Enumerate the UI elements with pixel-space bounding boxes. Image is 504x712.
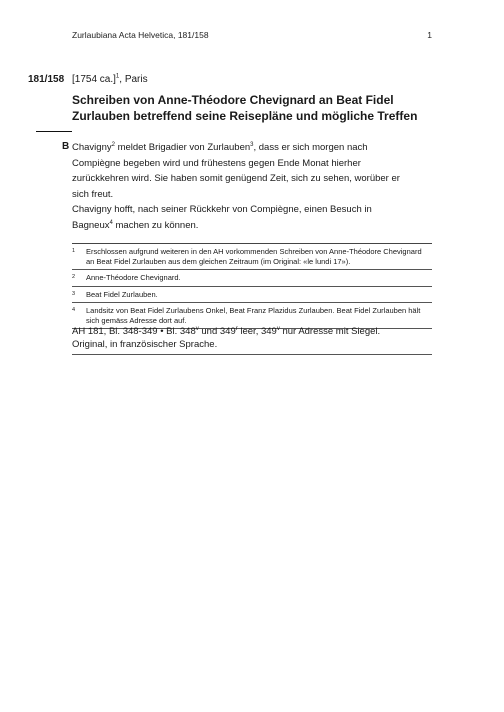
body-text-run: meldet Brigadier von Zurlauben — [114, 142, 251, 153]
source-text-run: AH 181, Bl. 348-349 • Bl. 348 — [72, 326, 196, 337]
document-place: , Paris — [119, 74, 148, 85]
page-number: 1 — [427, 30, 432, 40]
footnote-text: Beat Fidel Zurlauben. — [86, 289, 158, 299]
footnote-text: Landsitz von Beat Fidel Zurlaubens Onkel, Beat Franz Plazidus Zurlauben. Beat Fidel Zurlauben hält sich gemäss Adresse dort auf. — [86, 306, 421, 325]
document-number: 181/158 — [28, 74, 65, 85]
document-body — [72, 140, 412, 233]
source-text-run: nur Adresse mit Siegel. — [279, 326, 381, 337]
document-date: [1754 ca.] — [72, 74, 116, 85]
document-title-line-1: Schreiben von Anne-Théodore Chevignard an Beat Fidel — [72, 93, 394, 107]
footnote-ref-4: 4 — [109, 219, 113, 226]
body-paragraph-1 — [72, 140, 412, 202]
footnote-ref-2: 2 — [111, 141, 115, 148]
source-note — [72, 325, 432, 355]
footnote-ref-1: 1 — [115, 73, 120, 80]
footnote-number: 1 — [72, 248, 76, 254]
document-title — [72, 92, 432, 124]
document-title-line-2: Zurlauben betreffend seine Reisepläne und mögliche Treffen — [72, 109, 418, 123]
recto-mark: r — [235, 325, 238, 332]
source-line-1 — [72, 325, 432, 338]
footnote-text: Anne-Théodore Chevignard. — [86, 273, 181, 282]
footnote-number: 3 — [72, 290, 76, 297]
footnote-ref-3: 3 — [250, 141, 254, 148]
footnote-item — [72, 270, 432, 287]
footnote-item — [72, 244, 432, 270]
footnote-item — [72, 287, 432, 304]
body-text-run: , dass er sich morgen nach Compiègne begeben wird und frühestens gegen Ende Monat hierher zurückkehren wird. Sie haben somit genügend Zeit, sich zu sehen, worüber er sich freut. — [72, 142, 400, 200]
running-header-title: Zurlaubiana Acta Helvetica, 181/158 — [72, 30, 209, 40]
section-divider — [36, 131, 72, 132]
source-text-run: und 349 — [198, 326, 236, 337]
footnote-number: 4 — [72, 307, 76, 313]
body-paragraph-2 — [72, 202, 412, 233]
footnote-text: Erschlossen aufgrund weiteren in den AH vorkommenden Schreiben von Anne-Théodore Chevignard an Beat Fidel Zurlauben aus dem gleichen Zeitraum (im Original: «le lundi 17»). — [86, 247, 422, 266]
body-text-run: Chavigny — [72, 142, 112, 153]
body-text-run: Chavigny hofft, nach seiner Rückkehr von Compiègne, einen Besuch in Bagneux — [72, 204, 372, 231]
footnotes — [72, 243, 432, 329]
section-label: B — [62, 141, 70, 152]
verso-mark: v — [195, 325, 199, 332]
body-text-run: machen zu können. — [112, 219, 199, 231]
verso-mark: v — [276, 325, 280, 332]
source-line-2: Original, in französischer Sprache. — [72, 339, 218, 350]
source-text-run: leer, 349 — [237, 326, 277, 337]
footnote-number: 2 — [72, 274, 76, 280]
document-date-place — [72, 74, 148, 85]
